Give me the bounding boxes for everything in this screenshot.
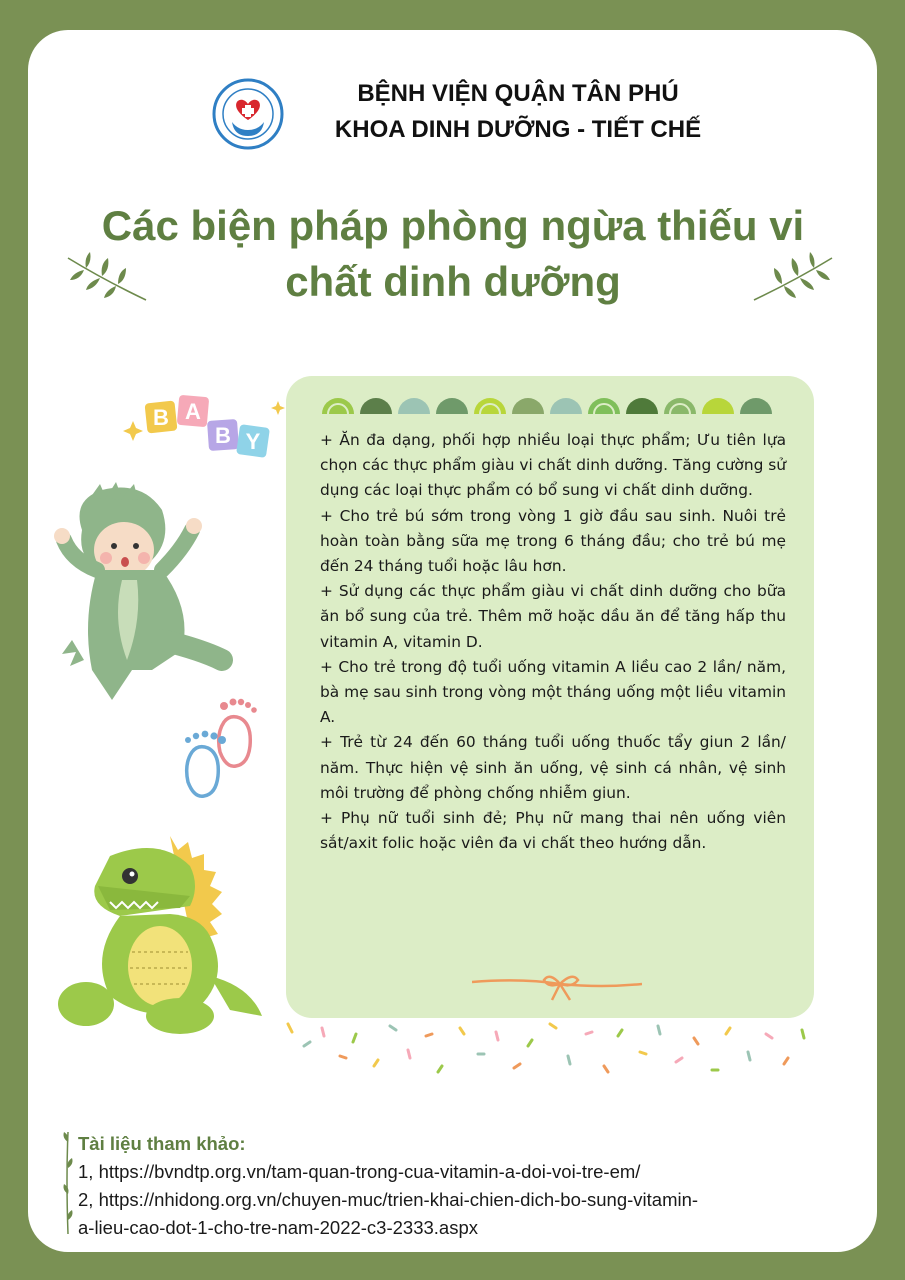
tip-item: + Phụ nữ tuổi sinh đẻ; Phụ nữ mang thai nên uống viên sắt/axit folic hoặc viên đa vi chất theo hướng dẫn. [320,809,786,853]
tips-panel [286,376,814,1018]
block-letter: B [153,405,169,430]
page-title [58,198,848,310]
sprig-icon [750,250,836,306]
reference-link-2[interactable]: 2, https://nhidong.org.vn/chuyen-muc/trien-khai-chien-dich-bo-sung-vitamin- [78,1189,699,1210]
hospital-logo-icon [212,78,284,150]
references [78,1130,868,1242]
hospital-name: BỆNH VIỆN QUẬN TÂN PHÚ [357,80,679,107]
reference-link-1[interactable]: 1, https://bvndtp.org.vn/tam-quan-trong-cua-vitamin-a-doi-voi-tre-em/ [78,1161,641,1182]
sprig-icon [64,250,150,306]
footprints-icon [180,694,266,814]
title-line-1: Các biện pháp phòng ngừa thiếu vi [101,202,805,249]
block-letter: Y [245,429,261,454]
baby-blocks-icon [120,392,288,466]
tip-item: + Cho trẻ trong độ tuổi uống vitamin A liều cao 2 lần/ năm, bà mẹ sau sinh trong vòng một tháng uống một liều vitamin A. [320,657,786,727]
tip-item: + Trẻ từ 24 đến 60 tháng tuổi uống thuốc tẩy giun 2 lần/ năm. Thực hiện vệ sinh ăn uống, vệ sinh cá nhân, vệ sinh môi trường để phòng chống nhiễm giun. [320,733,786,802]
dinosaur-toy-icon [50,826,270,1036]
title-line-2: chất dinh dưỡng [285,258,621,305]
confetti-icon [282,1016,822,1086]
arch-decoration-icon [322,390,782,416]
tips-content [320,428,786,856]
reference-link-2-continued[interactable]: a-lieu-cao-dot-1-cho-tre-nam-2022-c3-2333.aspx [78,1217,478,1238]
block-letter: A [185,399,201,424]
ribbon-bow-icon [472,972,642,1002]
poster-card [28,30,877,1252]
block-letter: B [215,423,231,448]
tip-item: + Cho trẻ bú sớm trong vòng 1 giờ đầu sau sinh. Nuôi trẻ hoàn toàn bằng sữa mẹ trong 6 tháng đầu; cho trẻ bú mẹ đến 24 tháng tuổi hoặc lâu hơn. [320,506,786,576]
sprig-icon [62,1128,74,1238]
tip-item: + Ăn đa dạng, phối hợp nhiều loại thực phẩm; Ưu tiên lựa chọn các thực phẩm giàu vi chất dinh dưỡng. Tăng cường sử dụng các loại thực phẩm có bổ sung vi chất dinh dưỡng. [320,431,787,500]
hospital-header [298,76,738,148]
department-name: KHOA DINH DƯỠNG - TIẾT CHẾ [334,116,702,143]
baby-dino-costume-icon [42,470,242,720]
tip-item: + Sử dụng các thực phẩm giàu vi chất dinh dưỡng cho bữa ăn bổ sung của trẻ. Thêm mỡ hoặc dầu ăn để tăng hấp thu vitamin A, vitamin D. [320,582,786,651]
references-label: Tài liệu tham khảo: [78,1133,246,1154]
